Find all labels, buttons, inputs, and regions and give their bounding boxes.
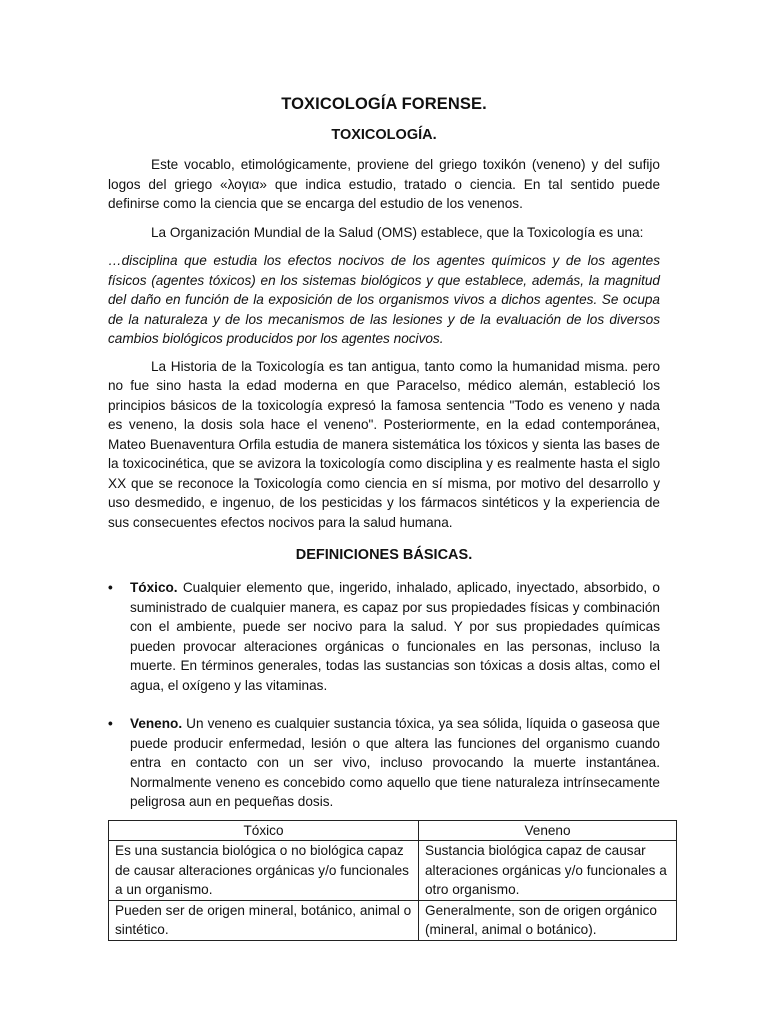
definition-item: [108, 714, 660, 812]
definition-item: [108, 578, 660, 695]
definitions-list: [108, 578, 660, 812]
section-heading-toxicologia: TOXICOLOGÍA.: [331, 127, 437, 143]
document-title: TOXICOLOGÍA FORENSE.: [281, 95, 487, 113]
table-header-row: [109, 820, 677, 841]
section-heading-definiciones: DEFINICIONES BÁSICAS.: [295, 547, 473, 563]
table-header-toxico: Tóxico: [109, 820, 419, 841]
table-row: [109, 900, 677, 940]
paragraph-oms: La Organización Mundial de la Salud (OMS) establece, que la Toxicología es una:: [151, 224, 644, 240]
comparison-table: [108, 820, 677, 941]
definition-text: Un veneno es cualquier sustancia tóxica, ya sea sólida, líquida o gaseosa que puede producir enfermedad, lesión o que altera las funciones del organismo cuando entra en contacto con un ser vivo, incluso provocando la muerte instantánea. Normalmente veneno es concebido como aquello que tiene naturaleza intrínsecamente peligrosa aun en pequeñas dosis.: [130, 716, 660, 809]
table-header-veneno: Veneno: [419, 820, 677, 841]
definition-text: Cualquier elemento que, ingerido, inhalado, aplicado, inyectado, absorbido, o suministrado de cualquier manera, es capaz por sus propiedades físicas y combinación con el ambiente, puede ser nocivo para la salud. Y por sus propiedades químicas pueden provocar alteraciones orgánicas o funcionales en las personas, incluso la muerte. En términos generales, todas las sustancias son tóxicas a dosis altas, como el agua, el oxígeno y las vitaminas.: [130, 580, 660, 693]
table-row: [109, 841, 677, 901]
definition-term: Tóxico.: [130, 580, 178, 595]
table-cell: Sustancia biológica capaz de causar alteraciones orgánicas y/o funcionales a otro organismo.: [419, 841, 677, 901]
table-cell: Es una sustancia biológica o no biológica capaz de causar alteraciones orgánicas y/o funcionales a un organismo.: [109, 841, 419, 901]
table-cell: Generalmente, son de origen orgánico (mineral, animal o botánico).: [419, 900, 677, 940]
bullet-icon: •: [108, 716, 113, 731]
paragraph-etymology: Este vocablo, etimológicamente, proviene del griego toxikón (veneno) y del sufijo logos del griego «λογια» que indica estudio, tratado o ciencia. En tal sentido puede definirse como la ciencia que se encarga del estudio de los venenos.: [108, 157, 660, 211]
definition-term: Veneno.: [130, 716, 183, 731]
bullet-icon: •: [108, 580, 113, 595]
oms-definition-quote: …disciplina que estudia los efectos nocivos de los agentes químicos y de los agentes físicos (agentes tóxicos) en los sistemas biológicos y que establece, además, la magnitud del daño en función de la exposición de los organismos vivos a dichos agentes. Se ocupa de la naturaleza y de los mecanismos de las lesiones y de la evaluación de los diversos cambios biológicos producidos por los agentes nocivos.: [108, 253, 660, 346]
paragraph-history: La Historia de la Toxicología es tan antigua, tanto como la humanidad misma. pero no fue sino hasta la edad moderna en que Paracelso, médico alemán, estableció los principios básicos de la toxicología expresó la famosa sentencia "Todo es veneno y nada es veneno, la dosis sola hace el veneno". Posteriormente, en la edad contemporánea, Mateo Buenaventura Orfila estudia de manera sistemática los tóxicos y sienta las bases de la toxicocinética, que se avizora la toxicología como disciplina y es realmente hasta el siglo XX que se reconoce la Toxicología como ciencia en sí misma, por motivo del desarrollo y uso desmedido, e ingenuo, de los pesticidas y los fármacos sintéticos y la experiencia de sus consecuentes efectos nocivos para la salud humana.: [108, 358, 660, 530]
document-content: [108, 92, 667, 941]
table-cell: Pueden ser de origen mineral, botánico, animal o sintético.: [109, 900, 419, 940]
